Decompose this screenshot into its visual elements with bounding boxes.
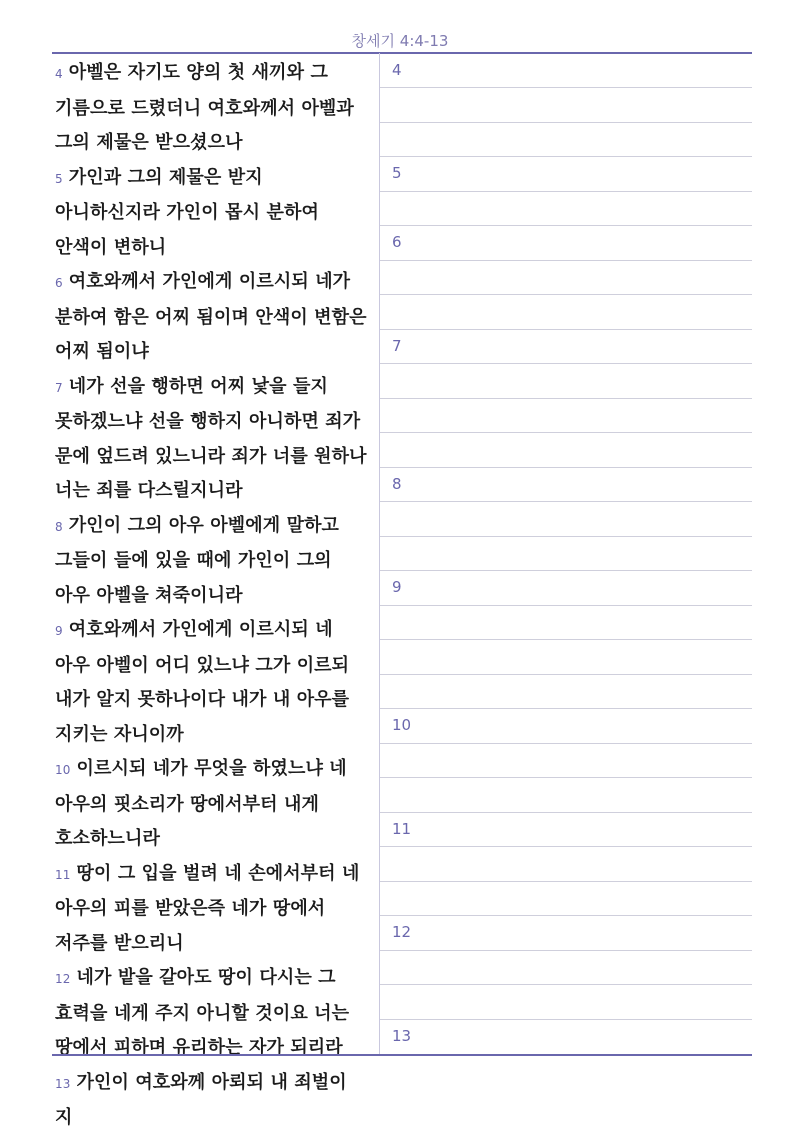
writing-verse-number: 7: [392, 337, 402, 355]
verse-10: [55, 752, 367, 857]
writing-line: [380, 846, 752, 847]
verse-column: [55, 56, 367, 1136]
verse-9: [55, 613, 367, 752]
bottom-border: [52, 1054, 752, 1056]
verse-number: 12: [55, 972, 71, 986]
verse-number: 7: [55, 380, 63, 395]
verse-text: 여호와께서 가인에게 이르시되 네 아우 아벨이 어디 있느냐 그가 이르되 내가 알지 못하나이다 내가 내 아우를 지키는 자니이까: [55, 619, 350, 745]
writing-line: [380, 329, 752, 330]
verse-number: 6: [55, 276, 63, 290]
verse-text: 가인이 그의 아우 아벨에게 말하고 그들이 들에 있을 때에 가인이 그의 아우 아벨을 쳐죽이니라: [55, 514, 340, 606]
writing-line: [380, 398, 752, 399]
writing-line: [380, 122, 752, 123]
writing-line: [380, 191, 752, 192]
writing-line: [380, 950, 752, 951]
writing-verse-number: 10: [392, 716, 412, 734]
verse-number: 5: [55, 171, 63, 186]
writing-verse-number: 5: [392, 164, 402, 182]
writing-line: [380, 708, 752, 709]
writing-line: [380, 363, 752, 364]
writing-line: [380, 605, 752, 606]
verse-6: [55, 265, 367, 370]
page-header: 창세기 4:4-13: [351, 32, 449, 50]
writing-line: [380, 777, 752, 778]
writing-line: [380, 536, 752, 537]
writing-column: [380, 53, 752, 1054]
writing-line: [380, 260, 752, 261]
verse-text: 네가 선을 행하면 어찌 낯을 들지 못하겠느냐 선을 행하지 아니하면 죄가 문에 엎드려 있느니라 죄가 너를 원하나 너는 죄를 다스릴지니라: [55, 375, 367, 501]
verse-number: 8: [55, 519, 63, 534]
verse-text: 가인이 여호와께 아뢰되 내 죄벌이 지: [55, 1071, 347, 1128]
verse-11: [55, 857, 367, 962]
writing-verse-number: 6: [392, 233, 402, 251]
verse-number: 9: [55, 624, 63, 638]
writing-line: [380, 570, 752, 571]
verse-13: [55, 1066, 367, 1136]
verse-text: 땅이 그 입을 벌려 네 손에서부터 네 아우의 피를 받았은즉 네가 땅에서 저주를 받으리니: [55, 862, 360, 954]
writing-verse-number: 9: [392, 578, 402, 596]
writing-verse-number: 13: [392, 1027, 412, 1045]
verse-12: [55, 961, 367, 1066]
writing-line: [380, 432, 752, 433]
writing-verse-number: 12: [392, 923, 412, 941]
verse-number: 13: [55, 1076, 71, 1091]
writing-verse-number: 8: [392, 475, 402, 493]
verse-8: [55, 509, 367, 614]
writing-line: [380, 294, 752, 295]
writing-line: [380, 467, 752, 468]
verse-text: 아벨은 자기도 양의 첫 새끼와 그 기름으로 드렸더니 여호와께서 아벨과 그의 제물은 받으셨으나: [55, 62, 354, 153]
writing-line: [380, 984, 752, 985]
writing-line: [380, 812, 752, 813]
verse-text: 네가 밭을 갈아도 땅이 다시는 그 효력을 네게 주지 아니할 것이요 너는 땅에서 피하며 유리하는 자가 되리라: [55, 967, 350, 1058]
writing-line: [380, 87, 752, 88]
verse-number: 4: [55, 67, 63, 81]
verse-text: 가인과 그의 제물은 받지 아니하신지라 가인이 몹시 분하여 안색이 변하니: [55, 166, 319, 258]
writing-line: [380, 1019, 752, 1020]
verse-number: 11: [55, 867, 71, 882]
writing-line: [380, 743, 752, 744]
writing-line: [380, 674, 752, 675]
verse-7: [55, 370, 367, 509]
verse-4: [55, 56, 367, 161]
verse-5: [55, 161, 367, 266]
writing-line: [380, 156, 752, 157]
verse-text: 여호와께서 가인에게 이르시되 네가 분하여 함은 어찌 됨이며 안색이 변함은 어찌 됨이냐: [55, 271, 367, 362]
verse-text: 이르시되 네가 무엇을 하였느냐 네 아우의 핏소리가 땅에서부터 내게 호소하느니라: [55, 758, 347, 849]
writing-verse-number: 4: [392, 61, 402, 79]
writing-line: [380, 501, 752, 502]
writing-line: [380, 915, 752, 916]
verse-number: 10: [55, 763, 71, 777]
writing-line: [380, 881, 752, 882]
writing-verse-number: 11: [392, 820, 412, 838]
writing-line: [380, 225, 752, 226]
writing-line: [380, 639, 752, 640]
